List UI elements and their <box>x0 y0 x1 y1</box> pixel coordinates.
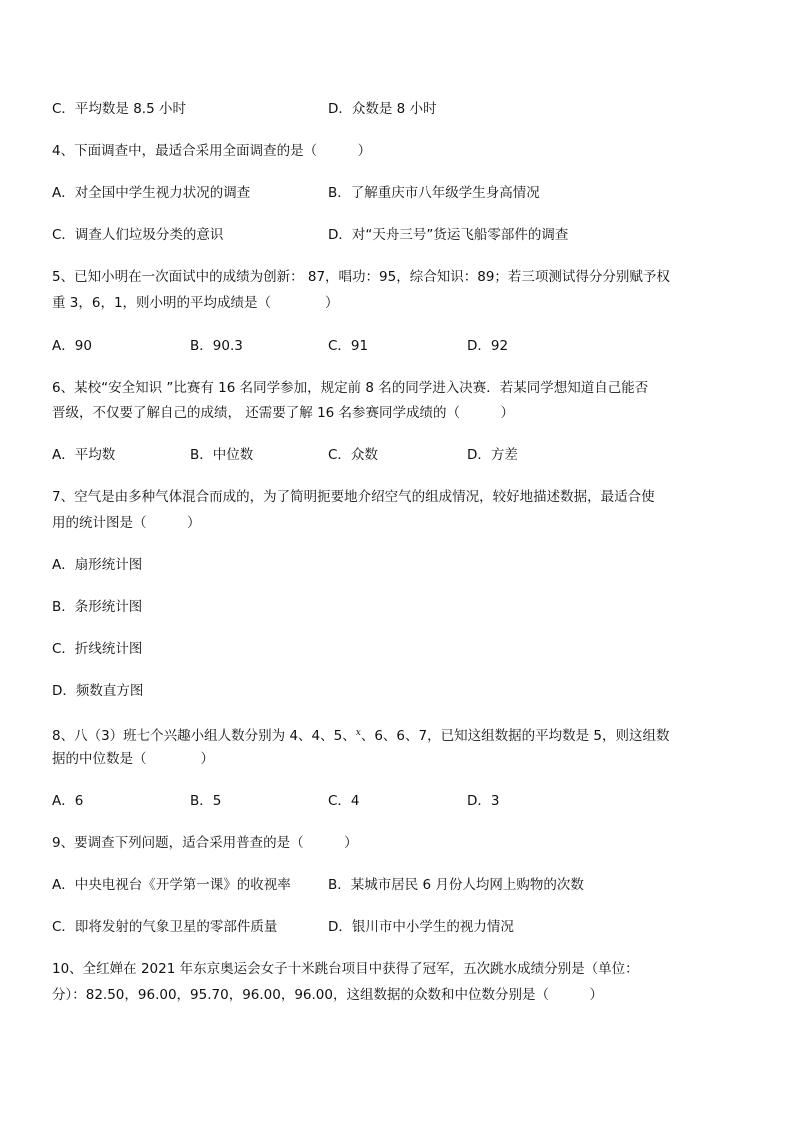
q8-option-d: D．3 <box>467 793 500 809</box>
q4-stem: 4、下面调查中，最适合采用全面调查的是（ ） <box>52 143 372 159</box>
q4-option-d: D．对“天舟三号”货运飞船零部件的调查 <box>328 227 569 243</box>
q9-option-b: B．某城市居民 6 月份人均网上购物的次数 <box>328 877 584 893</box>
q10-stem-line2: 分）：82.50，96.00，95.70，96.00，96.00，这组数据的众数和中位数分别是（ ） <box>52 987 603 1003</box>
q7-stem-line2: 用的统计图是（ ） <box>52 515 201 531</box>
q6-option-a: A．平均数 <box>52 447 116 463</box>
q5-option-a: A．90 <box>52 338 92 354</box>
q5-stem-line1: 5、已知小明在一次面试中的成绩为创新： 87，唱功：95，综合知识：89；若三项测试得分分别赋予权 <box>52 269 670 285</box>
q8-stem-line1 <box>52 723 669 746</box>
q5-option-c: C．91 <box>328 338 369 354</box>
q7-option-d: D．频数直方图 <box>52 683 144 699</box>
q9-option-d: D．银川市中小学生的视力情况 <box>328 919 514 935</box>
q7-option-c: C．折线统计图 <box>52 641 143 657</box>
q5-option-d: D．92 <box>467 338 509 354</box>
q8-option-b: B．5 <box>190 793 222 809</box>
q9-option-c: C．即将发射的气象卫星的零部件质量 <box>52 919 278 935</box>
q8-stem-part1: 8、八（3）班七个兴趣小组人数分别为 4、4、5、 <box>52 728 356 744</box>
q7-option-a: A．扇形统计图 <box>52 557 143 573</box>
q10-stem-line1: 10、全红婵在 2021 年东京奥运会女子十米跳台项目中获得了冠军，五次跳水成绩分别是（单位： <box>52 961 639 977</box>
q6-option-b: B．中位数 <box>190 447 254 463</box>
q8-stem-line2: 据的中位数是（ ） <box>52 751 214 767</box>
q9-stem: 9、要调查下列问题，适合采用普查的是（ ） <box>52 835 358 851</box>
q5-option-b: B．90.3 <box>190 338 243 354</box>
q8-stem-part2: 、6、6、7，已知这组数据的平均数是 5，则这组数 <box>360 728 670 744</box>
q6-option-c: C．众数 <box>328 447 378 463</box>
q4-option-b: B．了解重庆市八年级学生身高情况 <box>328 185 540 201</box>
q8-option-c: C．4 <box>328 793 360 809</box>
variable-x: x <box>355 728 361 738</box>
q6-stem-line1: 6、某校“安全知识 ”比赛有 16 名同学参加，规定前 8 名的同学进入决赛．若某同学想知道自己能否 <box>52 380 649 396</box>
q3-option-d: D．众数是 8 小时 <box>328 101 437 117</box>
q9-option-a: A．中央电视台《开学第一课》的收视率 <box>52 877 291 893</box>
q4-option-c: C．调查人们垃圾分类的意识 <box>52 227 224 243</box>
q4-option-a: A．对全国中学生视力状况的调查 <box>52 185 251 201</box>
q5-stem-line2: 重 3，6，1，则小明的平均成绩是（ ） <box>52 295 339 311</box>
q8-option-a: A．6 <box>52 793 84 809</box>
q6-stem-line2: 晋级，不仅要了解自己的成绩， 还需要了解 16 名参赛同学成绩的（ ） <box>52 405 515 421</box>
q7-stem-line1: 7、空气是由多种气体混合而成的，为了简明扼要地介绍空气的组成情况，较好地描述数据，最适合使 <box>52 489 655 505</box>
q3-option-c: C．平均数是 8.5 小时 <box>52 101 186 117</box>
q6-option-d: D．方差 <box>467 447 518 463</box>
q7-option-b: B．条形统计图 <box>52 599 143 615</box>
